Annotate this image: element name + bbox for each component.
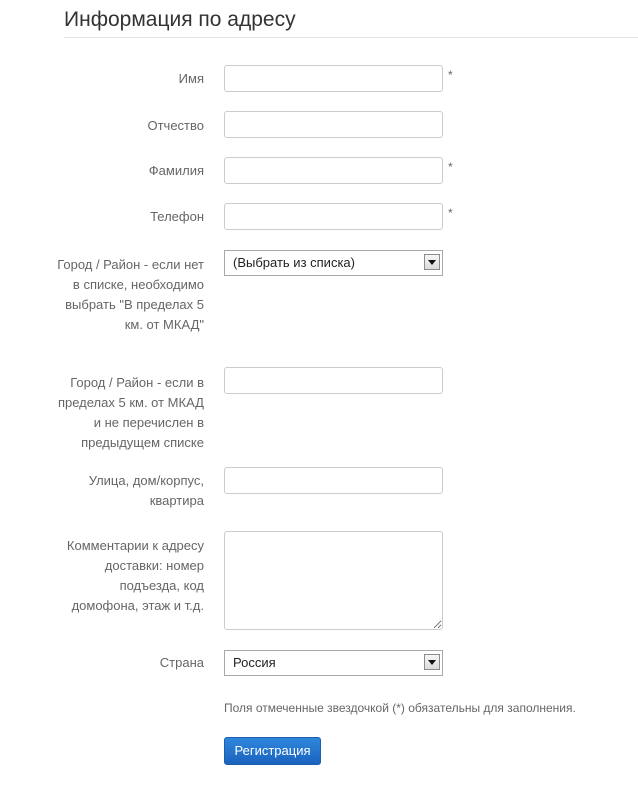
country-select[interactable] xyxy=(224,650,443,676)
comments-label: Комментарии к адресу доставки: номер подъезда, код домофона, этаж и т.д. xyxy=(66,538,204,613)
city-district-other-label: Город / Район - если в пределах 5 км. от МКАД и не перечислен в предыдущем списке xyxy=(57,375,204,450)
city-district-list-label: Город / Район - если нет в списке, необходимо выбрать "В пределах 5 км. от МКАД" xyxy=(57,257,204,332)
phone-input[interactable] xyxy=(224,203,443,230)
phone-required-mark: * xyxy=(448,206,453,220)
city-district-dropdown-button[interactable] xyxy=(424,254,440,270)
city-district-select[interactable] xyxy=(224,250,443,276)
first-name-label: Имя xyxy=(178,71,204,86)
patronymic-label: Отчество xyxy=(147,118,204,133)
country-select-value: Россия xyxy=(233,655,276,670)
last-name-input[interactable] xyxy=(224,157,443,184)
phone-label: Телефон xyxy=(150,209,204,224)
patronymic-input[interactable] xyxy=(224,111,443,138)
register-button[interactable]: Регистрация xyxy=(224,737,321,765)
street-label: Улица, дом/корпус, квартира xyxy=(88,473,204,508)
chevron-down-icon xyxy=(428,260,436,265)
section-divider xyxy=(64,37,638,38)
street-input[interactable] xyxy=(224,467,443,494)
comments-textarea[interactable] xyxy=(224,531,443,630)
first-name-input[interactable] xyxy=(224,65,443,92)
required-fields-note: Поля отмеченные звездочкой (*) обязательны для заполнения. xyxy=(224,701,576,715)
last-name-label: Фамилия xyxy=(148,163,204,178)
chevron-down-icon xyxy=(428,660,436,665)
country-label: Страна xyxy=(159,655,204,670)
first-name-required-mark: * xyxy=(448,68,453,82)
country-dropdown-button[interactable] xyxy=(424,654,440,670)
section-title: Информация по адресу xyxy=(64,8,296,31)
city-district-other-input[interactable] xyxy=(224,367,443,394)
city-district-select-value: (Выбрать из списка) xyxy=(233,255,355,270)
last-name-required-mark: * xyxy=(448,160,453,174)
